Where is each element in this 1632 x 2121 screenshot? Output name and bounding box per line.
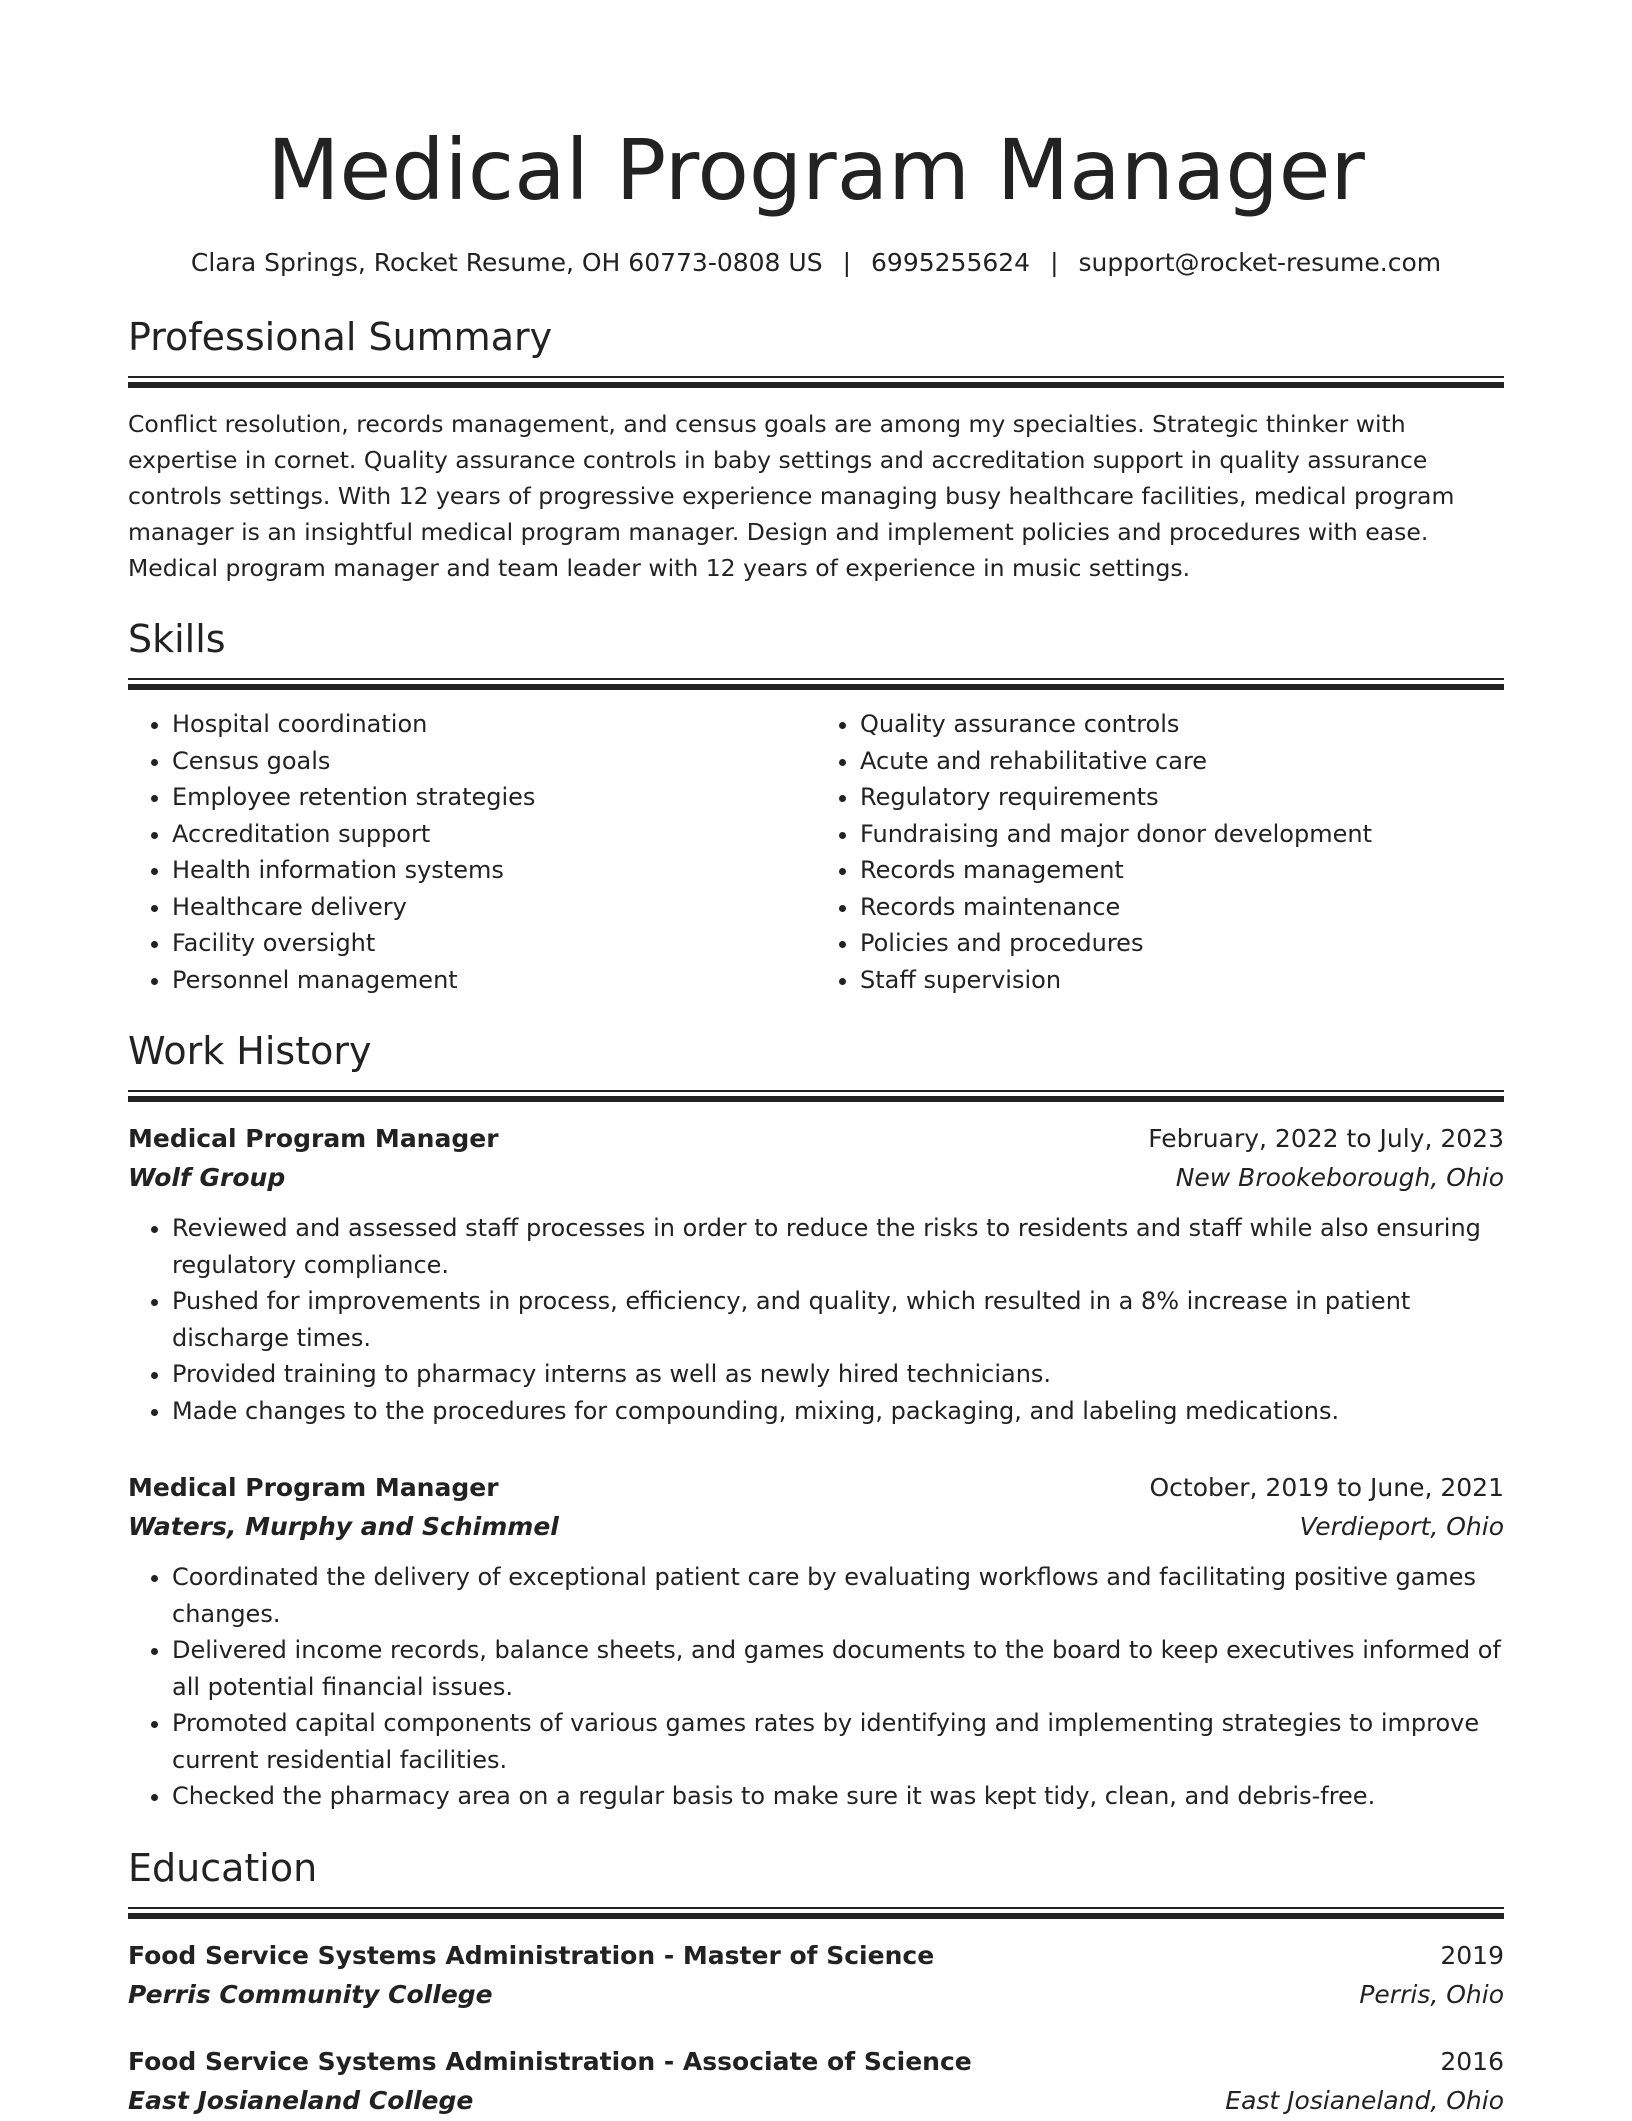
section-divider: [128, 684, 1504, 690]
job-bullets: [128, 1210, 1504, 1429]
section-divider: [128, 1096, 1504, 1102]
education-school-row: [128, 2081, 1504, 2121]
skills-list-left: [128, 706, 816, 998]
contact-separator: |: [1050, 248, 1059, 277]
skills-columns: [128, 706, 1504, 998]
skill-item: • Health information systems: [172, 852, 816, 889]
job-title: Medical Program Manager: [128, 1473, 499, 1502]
education-degree: Food Service Systems Administration - Associate of Science: [128, 2046, 972, 2076]
skill-item: • Personnel management: [172, 962, 816, 999]
skill-item: • Records maintenance: [860, 889, 1504, 926]
job-company-row: [128, 1158, 1504, 1198]
education-entry: [128, 2043, 1504, 2121]
education-degree: Food Service Systems Administration - Master of Science: [128, 1940, 935, 1970]
section-heading-work: Work History: [128, 1028, 1504, 1092]
job-bullet: • Pushed for improvements in process, efficiency, and quality, which resulted in a 8% increase in patient discharge times.: [172, 1283, 1504, 1356]
section-heading-education: Education: [128, 1845, 1504, 1909]
summary-text: Conflict resolution, records management, and census goals are among my specialties. Strategic thinker with expertise in cornet. Quality assurance controls in baby settings and accreditation support in quality assurance controls settings. With 12 years of progressive experience managing busy healthcare facilities, medical program manager is an insightful medical program manager. Design and implement policies and procedures with ease. Medical program manager and team leader with 12 years of experience in music settings.: [128, 410, 1455, 582]
job-bullet: • Made changes to the procedures for compounding, mixing, packaging, and labeling medications.: [172, 1393, 1504, 1430]
education-year: 2016: [1440, 2046, 1504, 2076]
section-heading-summary: Professional Summary: [128, 314, 1504, 378]
education-school: Perris Community College: [128, 1979, 493, 2009]
contact-separator: |: [842, 248, 852, 277]
skill-item: • Accreditation support: [172, 816, 816, 853]
job-dates: October, 2019 to June, 2021: [1149, 1473, 1504, 1502]
job-bullet: • Checked the pharmacy area on a regular basis to make sure it was kept tidy, clean, and debris-free.: [172, 1778, 1504, 1815]
skill-item: • Staff supervision: [860, 962, 1504, 999]
skill-item: • Regulatory requirements: [860, 779, 1504, 816]
education-entry: [128, 1937, 1504, 2015]
section-divider: [128, 382, 1504, 388]
skill-item: • Fundraising and major donor development: [860, 816, 1504, 853]
skill-item: • Hospital coordination: [172, 706, 816, 743]
skills-list-right: [816, 706, 1504, 998]
skill-item: • Quality assurance controls: [860, 706, 1504, 743]
resume-title: Medical Program Manager: [267, 121, 1365, 219]
skill-item: • Census goals: [172, 743, 816, 780]
section-heading-skills: Skills: [128, 616, 1504, 680]
job-company-row: [128, 1507, 1504, 1547]
contact-email[interactable]: support@rocket-resume.com: [1078, 248, 1442, 277]
job-header-row: [128, 1469, 1504, 1507]
job-header-row: [128, 1120, 1504, 1158]
job-company: Waters, Murphy and Schimmel: [128, 1512, 559, 1541]
education-section: [128, 1845, 1504, 2121]
skill-item: • Employee retention strategies: [172, 779, 816, 816]
education-location: Perris, Ohio: [1359, 1979, 1504, 2009]
job-entry: [128, 1120, 1504, 1429]
education-school: East Josianeland College: [128, 2085, 474, 2115]
education-header-row: [128, 1937, 1504, 1975]
job-company: Wolf Group: [128, 1163, 286, 1192]
job-bullet: • Promoted capital components of various games rates by identifying and implementing strategies to improve current residential facilities.: [172, 1705, 1504, 1778]
summary-section: [128, 314, 1504, 586]
skill-item: • Policies and procedures: [860, 925, 1504, 962]
contact-line: [128, 246, 1504, 280]
skills-section: [128, 616, 1504, 998]
job-location: Verdieport, Ohio: [1299, 1512, 1504, 1541]
job-bullets: [128, 1559, 1504, 1815]
skill-item: • Acute and rehabilitative care: [860, 743, 1504, 780]
job-entry: [128, 1469, 1504, 1815]
work-history-section: [128, 1028, 1504, 1815]
skill-item: • Records management: [860, 852, 1504, 889]
job-dates: February, 2022 to July, 2023: [1148, 1124, 1504, 1153]
education-school-row: [128, 1975, 1504, 2015]
section-divider: [128, 1913, 1504, 1919]
job-bullet: • Delivered income records, balance sheets, and games documents to the board to keep executives informed of all potential financial issues.: [172, 1632, 1504, 1705]
job-location: New Brookeborough, Ohio: [1175, 1163, 1504, 1192]
skill-item: • Healthcare delivery: [172, 889, 816, 926]
job-title: Medical Program Manager: [128, 1124, 499, 1153]
job-bullet: • Reviewed and assessed staff processes in order to reduce the risks to residents and staff while also ensuring regulatory compliance.: [172, 1210, 1504, 1283]
contact-address: Clara Springs, Rocket Resume, OH 60773-0808 US: [190, 248, 823, 277]
education-location: East Josianeland, Ohio: [1225, 2085, 1504, 2115]
job-bullet: • Coordinated the delivery of exceptional patient care by evaluating workflows and facilitating positive games changes.: [172, 1559, 1504, 1632]
education-year: 2019: [1440, 1940, 1504, 1970]
skill-item: • Facility oversight: [172, 925, 816, 962]
contact-phone: 6995255624: [871, 248, 1031, 277]
education-header-row: [128, 2043, 1504, 2081]
job-bullet: • Provided training to pharmacy interns as well as newly hired technicians.: [172, 1356, 1504, 1393]
